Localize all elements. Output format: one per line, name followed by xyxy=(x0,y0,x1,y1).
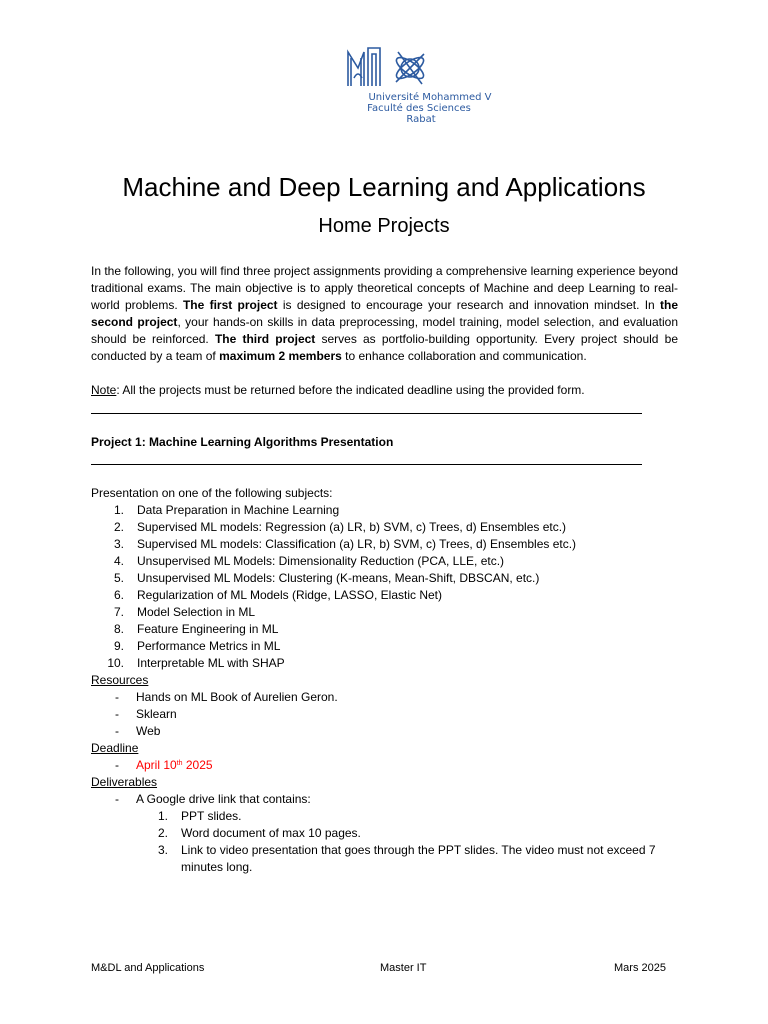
intro-paragraph xyxy=(91,263,678,365)
subjects-lead: Presentation on one of the following subjects: xyxy=(91,486,333,500)
subject-text: Regularization of ML Models (Ridge, LASSO, Elastic Net) xyxy=(137,588,443,602)
deliverables-sublist xyxy=(91,808,678,876)
subject-text: Supervised ML models: Regression (a) LR, b) SVM, c) Trees, d) Ensembles etc.) xyxy=(137,520,567,534)
subject-text: Unsupervised ML Models: Clustering (K-means, Mean-Shift, DBSCAN, etc.) xyxy=(137,571,540,585)
list-item: - April 10th 2025 xyxy=(115,758,213,772)
deliverables-list xyxy=(91,791,678,808)
note-label: Note xyxy=(91,383,117,397)
resource-text: Sklearn xyxy=(136,707,177,721)
list-item: 4. Unsupervised ML Models: Dimensionality Reduction (PCA, LLE, etc.) xyxy=(113,554,505,568)
deadline-date xyxy=(136,758,213,772)
note-text: : All the projects must be returned before the indicated deadline using the provided form. xyxy=(116,383,585,397)
subject-text: Supervised ML models: Classification (a) LR, b) SVM, c) Trees, d) Ensembles etc.) xyxy=(137,537,577,551)
subject-text: Performance Metrics in ML xyxy=(137,639,281,653)
intro-bold-first-project: The first project xyxy=(182,298,278,312)
university-emblem-icon xyxy=(324,44,444,90)
subject-text: Model Selection in ML xyxy=(137,605,256,619)
list-item: 6. Regularization of ML Models (Ridge, LASSO, Elastic Net) xyxy=(113,588,443,602)
deadline-date-year: 2025 xyxy=(182,758,213,772)
intro-text: to enhance collaboration and communication. xyxy=(341,349,587,363)
list-item: 5. Unsupervised ML Models: Clustering (K-means, Mean-Shift, DBSCAN, etc.) xyxy=(113,571,540,585)
list-item: - Hands on ML Book of Aurelien Geron. xyxy=(115,690,338,704)
intro-text: is designed to encourage your research and innovation mindset. In xyxy=(277,298,661,312)
subject-text: Feature Engineering in ML xyxy=(137,622,279,636)
footer-date: Mars 2025 xyxy=(614,962,666,974)
deliverable-text: Word document of max 10 pages. xyxy=(181,826,361,840)
document-title: Machine and Deep Learning and Applications xyxy=(122,172,646,202)
list-item: 2. Supervised ML models: Regression (a) LR, b) SVM, c) Trees, d) Ensembles etc.) xyxy=(113,520,567,534)
logo-line-faculty: Faculté des Sciences xyxy=(367,103,471,114)
footer-course: M&DL and Applications xyxy=(91,962,205,974)
logo-line-city: Rabat xyxy=(406,114,436,125)
deadline-heading: Deadline xyxy=(91,741,139,755)
list-item: 7. Model Selection in ML xyxy=(113,605,256,619)
intro-bold-team-size: maximum 2 members xyxy=(219,349,342,363)
list-item: - Web xyxy=(115,724,161,738)
note xyxy=(91,382,678,399)
list-item: 10. Interpretable ML with SHAP xyxy=(107,656,285,670)
list-item: 1. Data Preparation in Machine Learning xyxy=(113,503,340,517)
resource-text: Web xyxy=(136,724,161,738)
list-item: - Sklearn xyxy=(115,707,177,721)
list-item: 9. Performance Metrics in ML xyxy=(113,639,281,653)
list-item: 3. Link to video presentation that goes through the PPT slides. The video must not exceed 7 minutes long. xyxy=(157,843,656,874)
resource-text: Hands on ML Book of Aurelien Geron. xyxy=(136,690,338,704)
project-1-title: Project 1: Machine Learning Algorithms Presentation xyxy=(91,435,394,449)
subject-text: Interpretable ML with SHAP xyxy=(137,656,285,670)
intro-text: In the following, you will find three project assignments providing a comprehensive learning experience beyond traditional exams. The main objective is to apply theoretical concepts of Machine and deep Learning to real-world problems. xyxy=(91,264,679,312)
intro-bold-third-project: The third project xyxy=(214,332,316,346)
deliverable-text: Link to video presentation that goes through the PPT slides. The video must not exceed 7 minutes long. xyxy=(181,843,656,874)
subject-text: Unsupervised ML Models: Dimensionality Reduction (PCA, LLE, etc.) xyxy=(137,554,505,568)
document-subtitle: Home Projects xyxy=(318,215,450,237)
footer-program: Master IT xyxy=(380,962,427,974)
intro-text: serves as portfolio-building opportunity. Every project should be conducted by a team of xyxy=(91,332,678,363)
deliverable-text: PPT slides. xyxy=(181,809,242,823)
list-item: - A Google drive link that contains: xyxy=(115,792,311,806)
deadline-date-suffix: th xyxy=(176,760,183,767)
divider xyxy=(91,464,642,465)
divider xyxy=(91,413,642,414)
project-1-body xyxy=(91,485,678,876)
list-item: 3. Supervised ML models: Classification (a) LR, b) SVM, c) Trees, d) Ensembles etc.) xyxy=(113,537,577,551)
list-item: 1. PPT slides. xyxy=(157,809,242,823)
resources-heading: Resources xyxy=(91,673,149,687)
deliverables-heading: Deliverables xyxy=(91,775,158,789)
list-item: 2. Word document of max 10 pages. xyxy=(157,826,361,840)
subject-text: Data Preparation in Machine Learning xyxy=(137,503,340,517)
deadline-list xyxy=(91,757,678,774)
list-item: 8. Feature Engineering in ML xyxy=(113,622,279,636)
university-logo xyxy=(0,44,768,125)
logo-line-university: Université Mohammed V xyxy=(368,92,492,103)
deliverables-lead: A Google drive link that contains: xyxy=(136,792,311,806)
subjects-list xyxy=(91,502,678,672)
resources-list xyxy=(91,689,678,740)
intro-text: , your hands-on skills in data preprocessing, model training, model selection, and evaluation should be reinforced. xyxy=(91,315,678,346)
intro-bold-second-project: the second project xyxy=(91,298,679,329)
deadline-date-day: April 10 xyxy=(136,758,177,772)
